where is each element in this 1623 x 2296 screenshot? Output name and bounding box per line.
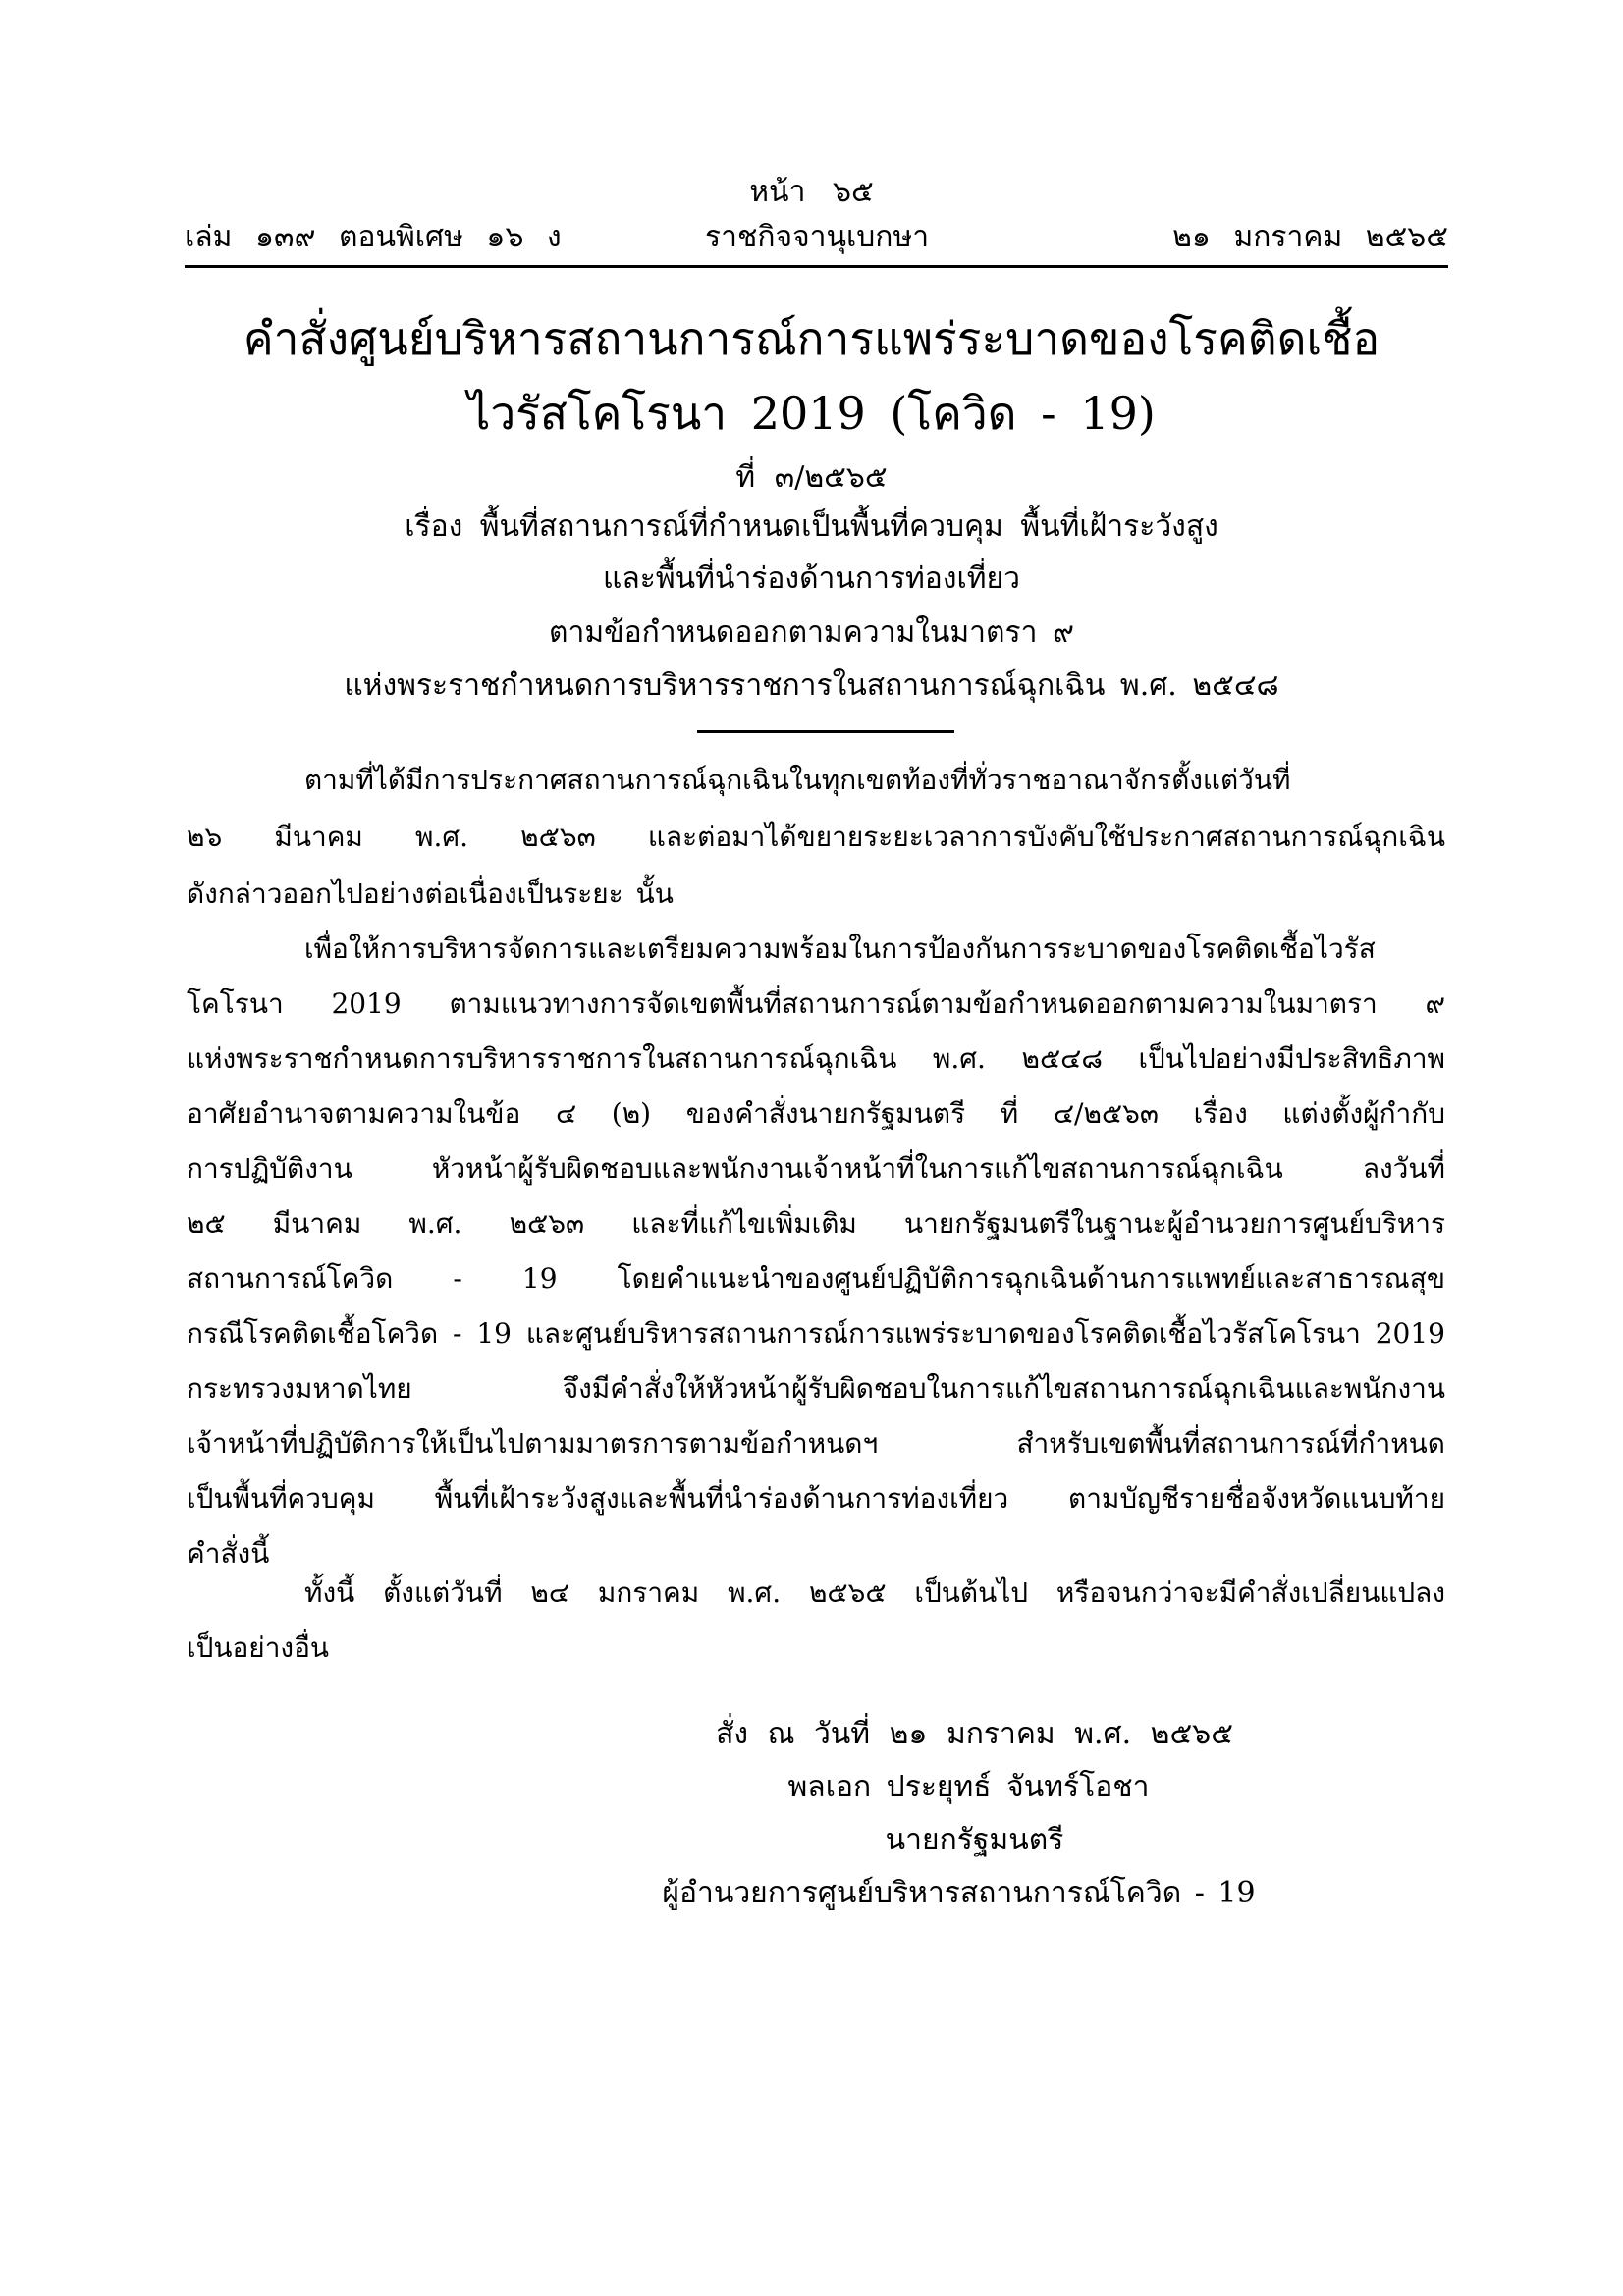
subject-line-1: เรื่อง พื้นที่สถานการณ์ที่กำหนดเป็นพื้นที่ควบคุม พื้นที่เฝ้าระวังสูง xyxy=(405,509,1218,544)
paragraph-line: เป็นพื้นที่ควบคุม พื้นที่เฝ้าระวังสูงและพื้นที่นำร่องด้านการท่องเที่ยว ตามบัญชีรายชื่อจังหวัดแนบท้าย xyxy=(187,1482,1445,1515)
paragraph-line: โคโรนา 2019 ตามแนวทางการจัดเขตพื้นที่สถานการณ์ตามข้อกำหนดออกตามความในมาตรา ๙ xyxy=(187,988,1445,1020)
paragraph-line: การปฏิบัติงาน หัวหน้าผู้รับผิดชอบและพนักงานเจ้าหน้าที่ในการแก้ไขสถานการณ์ฉุกเฉิน ลงวันที่ xyxy=(187,1152,1445,1185)
gazette-name: ราชกิจจานุเบกษา xyxy=(705,220,930,254)
paragraph-line: แห่งพระราชกำหนดการบริหารราชการในสถานการณ์ฉุกเฉิน พ.ศ. ๒๕๔๘ เป็นไปอย่างมีประสิทธิภาพ xyxy=(187,1042,1445,1075)
paragraph-line: กรณีโรคติดเชื้อโควิด - 19 และศูนย์บริหารสถานการณ์การแพร่ระบาดของโรคติดเชื้อไวรัสโคโรนา 2019 xyxy=(187,1317,1445,1350)
paragraph-line: อาศัยอำนาจตามความในข้อ ๔ (๒) ของคำสั่งนายกรัฐมนตรี ที่ ๔/๒๕๖๓ เรื่อง แต่งตั้งผู้กำกับ xyxy=(187,1097,1445,1130)
subject-line-4: แห่งพระราชกำหนดการบริหารราชการในสถานการณ์ฉุกเฉิน พ.ศ. ๒๕๔๘ xyxy=(344,668,1279,703)
subject-line-3: ตามข้อกำหนดออกตามความในมาตรา ๙ xyxy=(549,615,1074,650)
gazette-date: ๒๑ มกราคม ๒๕๖๕ xyxy=(1172,220,1448,254)
paragraph-line: ตามที่ได้มีการประกาศสถานการณ์ฉุกเฉินในทุกเขตท้องที่ทั่วราชอาณาจักรตั้งแต่วันที่ xyxy=(304,764,1291,796)
paragraph-line: กระทรวงมหาดไทย จึงมีคำสั่งให้หัวหน้าผู้รับผิดชอบในการแก้ไขสถานการณ์ฉุกเฉินและพนักงาน xyxy=(187,1372,1445,1405)
paragraph-line: สถานการณ์โควิด - 19 โดยคำแนะนำของศูนย์ปฏิบัติการฉุกเฉินด้านการแพทย์และสาธารณสุข xyxy=(187,1262,1445,1295)
paragraph-line: คำสั่งนี้ xyxy=(187,1537,270,1570)
volume-issue: เล่ม ๑๓๙ ตอนพิเศษ ๑๖ ง xyxy=(185,220,562,254)
paragraph-line: ๒๕ มีนาคม พ.ศ. ๒๕๖๓ และที่แก้ไขเพิ่มเติม นายกรัฐมนตรีในฐานะผู้อำนวยการศูนย์บริหาร xyxy=(187,1207,1445,1240)
signatory-position: นายกรัฐมนตรี xyxy=(885,1823,1064,1857)
header-divider xyxy=(185,265,1448,268)
order-title-line-1: คำสั่งศูนย์บริหารสถานการณ์การแพร่ระบาดของโรคติดเชื้อ xyxy=(243,312,1380,365)
signatory-name: พลเอก ประยุทธ์ จันทร์โอชา xyxy=(787,1770,1150,1804)
paragraph-line: เพื่อให้การบริหารจัดการและเตรียมความพร้อมในการป้องกันการระบาดของโรคติดเชื้อไวรัส xyxy=(304,933,1376,965)
title-separator xyxy=(697,730,954,733)
signatory-position-2: ผู้อำนวยการศูนย์บริหารสถานการณ์โควิด - 19 xyxy=(662,1876,1256,1910)
paragraph-line: ๒๖ มีนาคม พ.ศ. ๒๕๖๓ และต่อมาได้ขยายระยะเวลาการบังคับใช้ประกาศสถานการณ์ฉุกเฉิน xyxy=(187,821,1445,853)
signature-date: สั่ง ณ วันที่ ๒๑ มกราคม พ.ศ. ๒๕๖๕ xyxy=(716,1717,1233,1751)
order-title-line-2: ไวรัสโคโรนา 2019 (โควิด - 19) xyxy=(467,387,1156,440)
gazette-header xyxy=(185,214,1448,257)
paragraph-line: ดังกล่าวออกไปอย่างต่อเนื่องเป็นระยะ นั้น xyxy=(187,878,674,910)
paragraph-line: เจ้าหน้าที่ปฏิบัติการให้เป็นไปตามมาตรการตามข้อกำหนดฯ สำหรับเขตพื้นที่สถานการณ์ที่กำหนด xyxy=(187,1427,1445,1460)
paragraph-line: ทั้งนี้ ตั้งแต่วันที่ ๒๔ มกราคม พ.ศ. ๒๕๖๕ เป็นต้นไป หรือจนกว่าจะมีคำสั่งเปลี่ยนแปลง xyxy=(304,1576,1445,1609)
paragraph-line: เป็นอย่างอื่น xyxy=(187,1631,330,1664)
order-number: ที่ ๓/๒๕๖๕ xyxy=(735,460,888,495)
page-number: หน้า ๖๕ xyxy=(749,175,874,209)
subject-line-2: และพื้นที่นำร่องด้านการท่องเที่ยว xyxy=(603,561,1020,596)
